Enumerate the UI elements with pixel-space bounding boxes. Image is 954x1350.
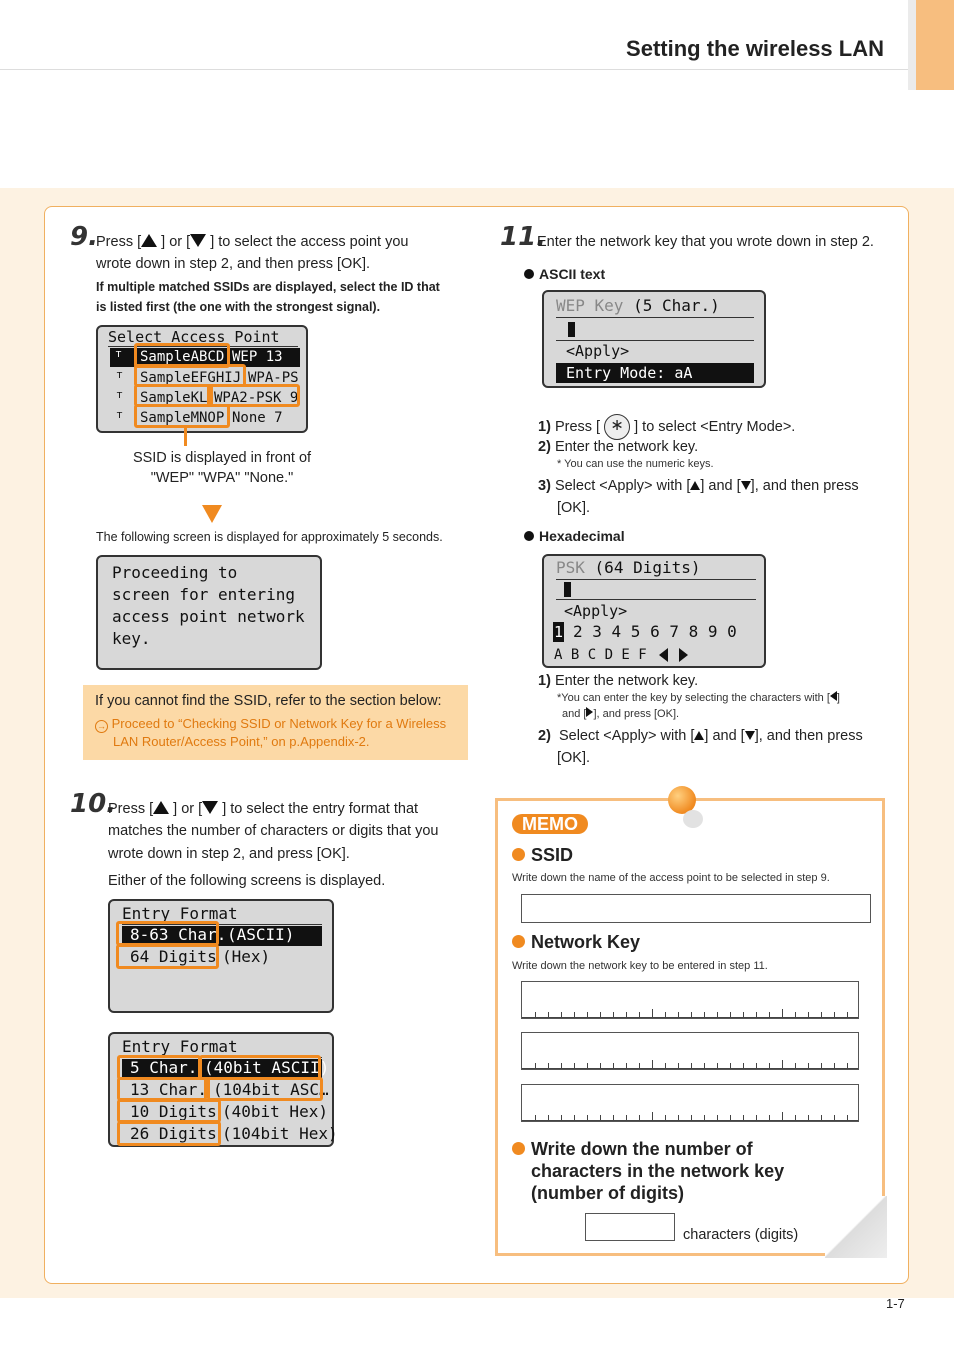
step-9-number: 9. [70,222,98,252]
format-type: (ASCII) [227,925,295,944]
network-key-write-box[interactable] [521,1084,859,1122]
format-option: 10 Digits [130,1102,217,1121]
ascii-step-2-note: * You can use the numeric keys. [557,458,714,470]
asterisk-key-icon: ∗ [604,414,630,440]
format-option: 5 Char. [130,1058,198,1077]
memo-key-text: Write down the network key to be entered in step 11. [512,960,768,972]
format-option: 13 Char. [130,1080,208,1099]
step-11-instruction: Enter the network key that you wrote down in step 2. [537,234,874,250]
down-arrow-icon [741,481,751,490]
key-baseline [522,1017,858,1018]
format-highlight [117,1121,221,1146]
format-option: 8-63 Char. [130,925,227,944]
security-highlight [210,384,300,407]
format-highlight [117,1077,207,1101]
ssid-write-box[interactable] [521,894,871,923]
up-arrow-icon [694,731,704,740]
lcd-title: Select Access Point [108,328,280,346]
network-key-write-box[interactable] [521,1032,859,1070]
lcd-divider [556,599,756,600]
bullet-icon [524,531,534,541]
format-highlight [117,1099,221,1123]
hex-heading: Hexadecimal [524,526,625,546]
network-key-write-box[interactable] [521,981,859,1019]
memo-ssid-text: Write down the name of the access point to be selected in step 9. [512,872,830,884]
ascii-heading: ASCII text [524,264,605,284]
count-unit-label: characters (digits) [683,1227,799,1243]
hex-step-1-note: *You can enter the key by selecting the characters with [ ] [557,692,840,704]
antenna-icon: ᵀ [114,348,124,366]
hex-step-1-note-2: and [ ], and press [OK]. [562,708,680,720]
key-baseline [522,1120,858,1121]
lcd-wep-key [542,290,766,388]
ap-ssid: SampleEFGHIJ [140,370,242,386]
down-arrow-icon [202,801,218,814]
format-type: (104bit Hex) [222,1124,338,1143]
cursor [568,322,575,337]
bullet-icon [512,1142,525,1155]
ap-ssid: SampleABCD [140,349,225,365]
key-baseline [522,1068,858,1069]
format-highlight [116,921,219,946]
lcd-line: screen for entering [112,585,296,604]
ascii-step-3: 3) Select <Apply> with [ ] and [ ], and then press [538,478,859,494]
apply-option: <Apply> [564,602,628,620]
ap-security: WPA-PS [248,370,299,386]
ssid-not-found-note [83,685,468,760]
apply-option: <Apply> [566,342,630,360]
ap-security: WEP 13 [232,349,283,365]
cursor [564,582,571,597]
memo-ssid-heading: SSID [512,845,573,866]
callout-line [184,428,187,446]
ap-ssid: SampleMNOP [140,410,225,426]
step-10-instruction-4: Either of the following screens is displayed. [108,873,386,889]
step-10-instruction: Press [ ] or [ ] to select the entry format that [108,801,419,817]
format-option: 26 Digits [130,1124,217,1143]
type-highlight [207,1077,323,1101]
bullet-icon [512,935,525,948]
step-9-instruction: Press [ ] or [ ] to select the access point you [96,234,409,250]
step-10-instruction-3: wrote down in step 2, and press [OK]. [108,846,350,862]
memo-tag: MEMO [512,813,588,835]
chapter-tab-edge [908,0,916,90]
header-rule [0,69,908,70]
hex-step-1: 1) Enter the network key. [538,673,699,689]
step-10-number: 10. [70,789,117,819]
down-arrow-icon [745,731,755,740]
ascii-step-2: 2) Enter the network key. [538,439,699,455]
pin-shadow [683,810,703,828]
ap-security: None 7 [232,410,283,426]
lcd-line: access point network [112,607,305,626]
lcd-title: PSK (64 Digits) [556,558,701,577]
lcd-divider [556,579,756,580]
lcd-psk [542,554,766,668]
format-type: (40bit Hex) [222,1102,328,1121]
following-screen-text: The following screen is displayed for approximately 5 seconds. [96,530,443,544]
antenna-icon: ᵀ [115,389,125,407]
memo-count-heading: Write down the number of characters in the network key (number of digits) [512,1138,784,1204]
ap-security: WPA2-PSK 9 [214,390,299,406]
page-title: Setting the wireless LAN [626,36,884,61]
lcd-title: WEP Key (5 Char.) [556,296,720,315]
bullet-icon [512,848,525,861]
appendix-link[interactable]: → Proceed to “Checking SSID or Network Key for a Wireless LAN Router/Access Point,” on p.Appendix-2. [97,716,447,749]
step-9-note-1: If multiple matched SSIDs are displayed, select the ID that [96,280,440,294]
bullet-icon [524,269,534,279]
page-number: 1-7 [886,1296,905,1311]
antenna-icon: ᵀ [115,369,125,387]
format-type: (Hex) [222,947,271,966]
step-9-note-2: is listed first (the one with the strongest signal). [96,300,381,314]
hex-step-2: 2) Select <Apply> with [ ] and [ ], and then press [538,728,863,744]
page-curl [825,1196,887,1258]
lcd-proceeding [96,555,322,670]
count-write-box[interactable] [585,1213,675,1241]
format-highlight [116,944,219,969]
up-arrow-icon [690,481,700,490]
selected-character: 1 [554,623,564,641]
left-arrow-icon [830,691,837,701]
format-type: (104bit ASC… [213,1080,329,1099]
down-arrow-icon [202,505,222,523]
ssid-highlight [134,404,230,428]
ssid-callout: SSID is displayed in front of "WEP" "WPA" "None." [132,450,312,486]
left-arrow-icon [659,648,668,662]
entry-mode-option: Entry Mode: aA [566,364,693,382]
link-arrow-icon: → [97,721,106,731]
step-10-instruction-2: matches the number of characters or digits that you [108,823,439,839]
lcd-line: Proceeding to [112,563,238,582]
up-arrow-icon [141,234,157,247]
up-arrow-icon [153,801,169,814]
ascii-step-3-ok: [OK]. [557,500,591,516]
ap-ssid: SampleKL [140,390,208,406]
step-9-instruction-2: wrote down in step 2, and then press [OK]. [96,256,371,272]
letter-row: A B C D E F [554,647,647,663]
lcd-line: key. [112,629,151,648]
format-type: (40bit ASCII) [204,1058,330,1077]
lcd-title: Entry Format [122,1037,238,1056]
ascii-step-1: 1) Press [ ∗ ] to select <Entry Mode>. [538,414,795,440]
memo-key-heading: Network Key [512,932,640,953]
note-title: If you cannot find the SSID, refer to the section below: [95,693,442,709]
digit-row: 2 3 4 5 6 7 8 9 0 [573,622,737,641]
step-11-number: 11. [500,222,547,252]
lcd-divider [556,317,754,318]
antenna-icon: ᵀ [115,409,125,427]
right-arrow-icon [679,648,688,662]
lcd-title: Entry Format [122,904,238,923]
format-option: 64 Digits [130,947,217,966]
hex-step-2-ok: [OK]. [557,750,591,766]
down-arrow-icon [190,234,206,247]
